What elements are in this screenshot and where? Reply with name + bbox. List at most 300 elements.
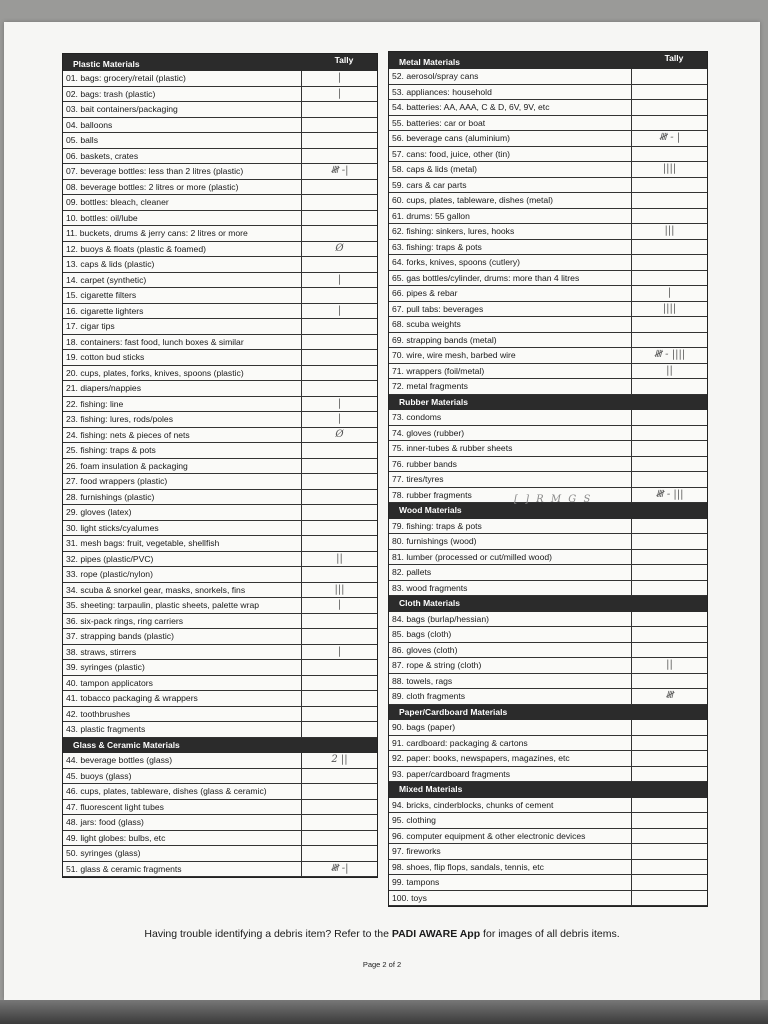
item-label: 62. fishing: sinkers, lures, hooks [389,224,632,239]
item-label: 70. wire, wire mesh, barbed wire [389,348,632,363]
item-label: 46. cups, plates, tableware, dishes (glass & ceramic) [63,784,302,799]
tally-cell[interactable]: Ø [335,242,344,254]
table-row [389,131,707,147]
tally-cell[interactable] [632,69,707,84]
tally-sheet-page [4,22,760,1000]
tally-cell[interactable] [632,100,707,115]
footer-suffix: for images of all debris items. [480,928,620,940]
table-row [389,612,707,628]
table-row [389,410,707,426]
table-row [63,521,377,537]
item-label: 93. paper/cardboard fragments [389,767,632,782]
tally-cell[interactable]: |||| [662,302,677,314]
tally-cell[interactable] [302,133,377,148]
tally-cell[interactable] [632,193,707,208]
table-row [389,348,707,364]
table-row [63,552,377,568]
tally-cell[interactable] [632,565,707,580]
tally-cell[interactable] [632,410,707,425]
item-label: 82. pallets [389,565,632,580]
item-label: 34. scuba & snorkel gear, masks, snorkels, fins [63,583,302,598]
table-row [389,674,707,690]
tally-cell[interactable] [302,102,377,117]
section-title: Rubber Materials [389,395,707,411]
item-label: 83. wood fragments [389,581,632,596]
tally-cell[interactable] [302,211,377,226]
section-title: Cloth Materials [389,596,707,612]
tally-cell[interactable] [632,519,707,534]
section-title: Wood Materials [389,503,707,519]
tally-cell[interactable] [632,472,707,487]
tally-cell[interactable]: | [337,273,342,285]
tally-cell[interactable]: 2 || [331,754,348,765]
tally-cell[interactable] [302,707,377,722]
table-row [389,860,707,876]
tally-cell[interactable]: || [336,552,343,564]
table-row [63,350,377,366]
item-label: 71. wrappers (foil/metal) [389,364,632,379]
item-label: 26. foam insulation & packaging [63,459,302,474]
item-label: 39. syringes (plastic) [63,660,302,675]
table-row [389,69,707,85]
item-label: 28. furnishings (plastic) [63,490,302,505]
item-label: 37. strapping bands (plastic) [63,629,302,644]
tally-cell[interactable]: 𝍸 - |||| [653,349,686,360]
item-label: 35. sheeting: tarpaulin, plastic sheets, palette wrap [63,598,302,613]
item-label: 01. bags: grocery/retail (plastic) [63,71,302,86]
item-label: 99. tampons [389,875,632,890]
table-row [63,474,377,490]
item-label: 85. bags (cloth) [389,627,632,642]
tally-cell[interactable] [632,85,707,100]
table-row [389,147,707,163]
item-label: 31. mesh bags: fruit, vegetable, shellfish [63,536,302,551]
item-label: 97. fireworks [389,844,632,859]
table-row [389,534,707,550]
tally-cell[interactable] [302,614,377,629]
table-row [63,846,377,862]
tally-cell[interactable] [632,550,707,565]
tally-cell[interactable] [632,240,707,255]
tally-cell[interactable] [302,118,377,133]
table-row [63,412,377,428]
tally-cell[interactable] [302,288,377,303]
item-label: 89. cloth fragments [389,689,632,704]
item-label: 23. fishing: lures, rods/poles [63,412,302,427]
item-label: 32. pipes (plastic/PVC) [63,552,302,567]
item-label: 60. cups, plates, tableware, dishes (metal) [389,193,632,208]
table-row [389,767,707,783]
item-label: 49. light globes: bulbs, etc [63,831,302,846]
table-row [63,226,377,242]
item-label: 100. toys [389,891,632,906]
section-header [63,54,377,71]
tally-cell[interactable] [302,769,377,784]
table-row [389,286,707,302]
tally-cell[interactable] [302,366,377,381]
table-row [63,645,377,661]
section-title: Mixed Materials [389,782,707,798]
item-label: 55. batteries: car or boat [389,116,632,131]
table-row [389,813,707,829]
item-label: 41. tobacco packaging & wrappers [63,691,302,706]
item-label: 29. gloves (latex) [63,505,302,520]
tally-cell[interactable] [632,736,707,751]
table-row [389,751,707,767]
item-label: 91. cardboard: packaging & cartons [389,736,632,751]
tally-cell[interactable] [632,581,707,596]
tally-cell[interactable] [632,333,707,348]
tally-cell[interactable] [302,257,377,272]
tally-cell[interactable] [302,676,377,691]
table-row [63,211,377,227]
item-label: 13. caps & lids (plastic) [63,257,302,272]
item-label: 90. bags (paper) [389,720,632,735]
tally-cell[interactable] [632,891,707,906]
tally-cell[interactable] [632,534,707,549]
tally-cell[interactable]: 𝍸 - ||| [655,488,684,500]
item-label: 18. containers: fast food, lunch boxes & similar [63,335,302,350]
item-label: 52. aerosol/spray cans [389,69,632,84]
table-row [63,288,377,304]
tally-cell[interactable] [632,627,707,642]
item-label: 44. beverage bottles (glass) [63,753,302,768]
tally-cell[interactable] [632,674,707,689]
table-row [63,71,377,87]
footer-prefix: Having trouble identifying a debris item? Refer to the [144,928,392,940]
item-label: 27. food wrappers (plastic) [63,474,302,489]
table-row [389,364,707,380]
table-row [63,257,377,273]
table-row [389,441,707,457]
item-label: 04. balloons [63,118,302,133]
item-label: 43. plastic fragments [63,722,302,737]
tally-cell[interactable] [302,381,377,396]
table-row [389,100,707,116]
tally-cell[interactable] [632,317,707,332]
table-row [63,769,377,785]
item-label: 57. cans: food, juice, other (tin) [389,147,632,162]
tally-cell[interactable] [632,798,707,813]
table-row [389,875,707,891]
table-row [389,519,707,535]
tally-cell[interactable] [302,443,377,458]
tally-cell[interactable] [302,691,377,706]
table-row [389,333,707,349]
right-tally-table [388,51,708,907]
table-row [63,304,377,320]
section-title: Plastic Materials [73,59,140,69]
table-row [63,459,377,475]
item-label: 11. buckets, drums & jerry cans: 2 litres or more [63,226,302,241]
table-row [63,784,377,800]
table-row [63,164,377,180]
item-label: 64. forks, knives, spoons (cutlery) [389,255,632,270]
tally-cell[interactable] [302,536,377,551]
tally-cell[interactable] [302,459,377,474]
item-label: 51. glass & ceramic fragments [63,862,302,877]
tally-cell[interactable] [632,147,707,162]
table-row [389,85,707,101]
item-label: 96. computer equipment & other electronic devices [389,829,632,844]
tally-cell[interactable] [632,829,707,844]
item-label: 47. fluorescent light tubes [63,800,302,815]
tally-cell[interactable] [302,180,377,195]
table-row [389,472,707,488]
table-row [63,397,377,413]
table-row [389,720,707,736]
table-row [63,536,377,552]
table-row [63,102,377,118]
item-label: 19. cotton bud sticks [63,350,302,365]
item-label: 10. bottles: oil/lube [63,211,302,226]
tally-cell[interactable] [632,751,707,766]
table-row [63,366,377,382]
tally-cell[interactable] [302,226,377,241]
item-label: 15. cigarette filters [63,288,302,303]
item-label: 25. fishing: traps & pots [63,443,302,458]
tally-cell[interactable] [632,813,707,828]
section-title: Metal Materials [399,57,460,67]
table-row [389,658,707,674]
item-label: 75. inner-tubes & rubber sheets [389,441,632,456]
tally-cell[interactable]: | [337,87,342,99]
table-row [389,565,707,581]
tally-cell[interactable]: | [337,645,342,657]
item-label: 98. shoes, flip flops, sandals, tennis, etc [389,860,632,875]
item-label: 66. pipes & rebar [389,286,632,301]
table-row [63,800,377,816]
item-label: 88. towels, rags [389,674,632,689]
tally-cell[interactable] [302,521,377,536]
item-label: 65. gas bottles/cylinder, drums: more than 4 litres [389,271,632,286]
item-label: 92. paper: books, newspapers, magazines, etc [389,751,632,766]
table-row [63,676,377,692]
item-label: 12. buoys & floats (plastic & foamed) [63,242,302,257]
tally-cell[interactable] [302,149,377,164]
item-label: 17. cigar tips [63,319,302,334]
table-row [389,271,707,287]
table-row [63,428,377,444]
item-label: 58. caps & lids (metal) [389,162,632,177]
table-row [389,829,707,845]
tally-cell[interactable]: | [337,304,342,316]
table-row [389,317,707,333]
tally-cell[interactable] [302,629,377,644]
table-row [389,689,707,705]
table-row [389,224,707,240]
table-row [63,319,377,335]
tally-cell[interactable] [632,457,707,472]
item-label: 61. drums: 55 gallon [389,209,632,224]
table-row [63,862,377,878]
item-label: 16. cigarette lighters [63,304,302,319]
item-label: 76. rubber bands [389,457,632,472]
tally-cell[interactable]: Ø [335,428,344,440]
table-row [63,707,377,723]
table-row [389,116,707,132]
table-row [389,550,707,566]
tally-cell[interactable] [632,767,707,782]
table-row [63,335,377,351]
app-name: PADI AWARE App [391,928,481,940]
tally-cell[interactable] [632,178,707,193]
tally-cell[interactable] [632,612,707,627]
tally-cell[interactable] [632,875,707,890]
item-label: 94. bricks, cinderblocks, chunks of cement [389,798,632,813]
item-label: 53. appliances: household [389,85,632,100]
table-row [63,195,377,211]
item-label: 33. rope (plastic/nylon) [63,567,302,582]
table-row [63,598,377,614]
table-row [63,149,377,165]
item-label: 77. tires/tyres [389,472,632,487]
item-label: 67. pull tabs: beverages [389,302,632,317]
item-label: 68. scuba weights [389,317,632,332]
table-row [389,891,707,907]
item-label: 07. beverage bottles: less than 2 litres (plastic) [63,164,302,179]
table-row [63,273,377,289]
tally-cell[interactable] [632,209,707,224]
tally-cell[interactable]: || [666,659,673,670]
tally-cell[interactable]: |||| [662,163,677,174]
item-label: 86. gloves (cloth) [389,643,632,658]
tally-cell[interactable] [632,860,707,875]
item-label: 20. cups, plates, forks, knives, spoons (plastic) [63,366,302,381]
tally-cell[interactable] [302,505,377,520]
tally-cell[interactable] [632,643,707,658]
item-label: 54. batteries: AA, AAA, C & D, 6V, 9V, etc [389,100,632,115]
table-row [63,490,377,506]
item-label: 72. metal fragments [389,379,632,394]
tally-cell[interactable] [632,720,707,735]
item-label: 84. bags (burlap/hessian) [389,612,632,627]
item-label: 22. fishing: line [63,397,302,412]
item-label: 48. jars: food (glass) [63,815,302,830]
tally-cell[interactable] [632,116,707,131]
item-label: 24. fishing: nets & pieces of nets [63,428,302,443]
item-label: 80. furnishings (wood) [389,534,632,549]
tally-cell[interactable]: ||| [334,583,345,595]
item-label: 40. tampon applicators [63,676,302,691]
table-row [389,209,707,225]
item-label: 08. beverage bottles: 2 litres or more (plastic) [63,180,302,195]
item-label: 14. carpet (synthetic) [63,273,302,288]
tally-cell[interactable] [302,722,377,737]
item-label: 42. toothbrushes [63,707,302,722]
tally-cell[interactable]: | [337,72,342,83]
table-row [389,162,707,178]
tally-cell[interactable] [302,815,377,830]
tally-cell[interactable] [302,784,377,799]
tally-cell[interactable]: | [337,599,342,610]
tally-column-header: Tally [664,53,684,63]
tally-cell[interactable] [632,844,707,859]
tally-cell[interactable] [302,660,377,675]
item-label: 59. cars & car parts [389,178,632,193]
table-row [63,660,377,676]
tally-cell[interactable]: ||| [664,225,675,236]
item-label: 63. fishing: traps & pots [389,240,632,255]
tally-cell[interactable] [302,474,377,489]
left-tally-table [62,53,378,878]
tally-cell[interactable] [302,831,377,846]
table-row [389,302,707,318]
page-number: Page 2 of 2 [362,960,402,969]
tally-cell[interactable] [302,195,377,210]
item-label: 21. diapers/nappies [63,381,302,396]
table-row [389,457,707,473]
tally-cell[interactable] [632,255,707,270]
tally-cell[interactable] [302,846,377,861]
tally-cell[interactable]: || [666,364,673,376]
table-row [389,798,707,814]
table-row [63,753,377,769]
table-row [389,178,707,194]
section-title: Paper/Cardboard Materials [389,705,707,721]
table-row [63,133,377,149]
item-label: 87. rope & string (cloth) [389,658,632,673]
surface-edge [0,1000,768,1024]
tally-cell[interactable] [632,379,707,394]
item-label: 02. bags: trash (plastic) [63,87,302,102]
table-row [63,567,377,583]
table-row [63,242,377,258]
item-label: 73. condoms [389,410,632,425]
table-row [389,627,707,643]
tally-cell[interactable]: 𝍸 - | [658,132,681,143]
table-row [63,118,377,134]
tally-cell[interactable] [632,271,707,286]
tally-cell[interactable] [632,426,707,441]
tally-cell[interactable] [302,335,377,350]
item-label: 79. fishing: traps & pots [389,519,632,534]
table-row [63,180,377,196]
tally-cell[interactable]: 𝍸 -| [330,862,349,874]
tally-cell[interactable]: | [337,413,342,424]
item-label: 78. rubber fragments [389,488,632,503]
item-label: 30. light sticks/cyalumes [63,521,302,536]
tally-cell[interactable] [302,319,377,334]
tally-cell[interactable] [302,800,377,815]
tally-cell[interactable]: | [337,397,342,409]
table-row [389,379,707,395]
table-row [389,581,707,597]
item-label: 03. bait containers/packaging [63,102,302,117]
tally-cell[interactable] [302,350,377,365]
table-row [389,193,707,209]
table-row [389,240,707,256]
item-label: 09. bottles: bleach, cleaner [63,195,302,210]
handwritten-note: [ ] R M G S [514,494,593,505]
item-label: 95. clothing [389,813,632,828]
item-label: 56. beverage cans (aluminium) [389,131,632,146]
tally-cell[interactable] [302,567,377,582]
tally-cell[interactable] [302,490,377,505]
table-row [63,614,377,630]
tally-cell[interactable] [632,441,707,456]
tally-cell[interactable]: | [667,287,672,298]
tally-cell[interactable]: 𝍸 [665,690,674,701]
item-label: 06. baskets, crates [63,149,302,164]
tally-cell[interactable]: 𝍸 -| [330,165,349,176]
table-row [63,381,377,397]
item-label: 81. lumber (processed or cut/milled wood) [389,550,632,565]
table-row [63,505,377,521]
tally-column-header: Tally [334,55,354,65]
item-label: 50. syringes (glass) [63,846,302,861]
item-label: 69. strapping bands (metal) [389,333,632,348]
